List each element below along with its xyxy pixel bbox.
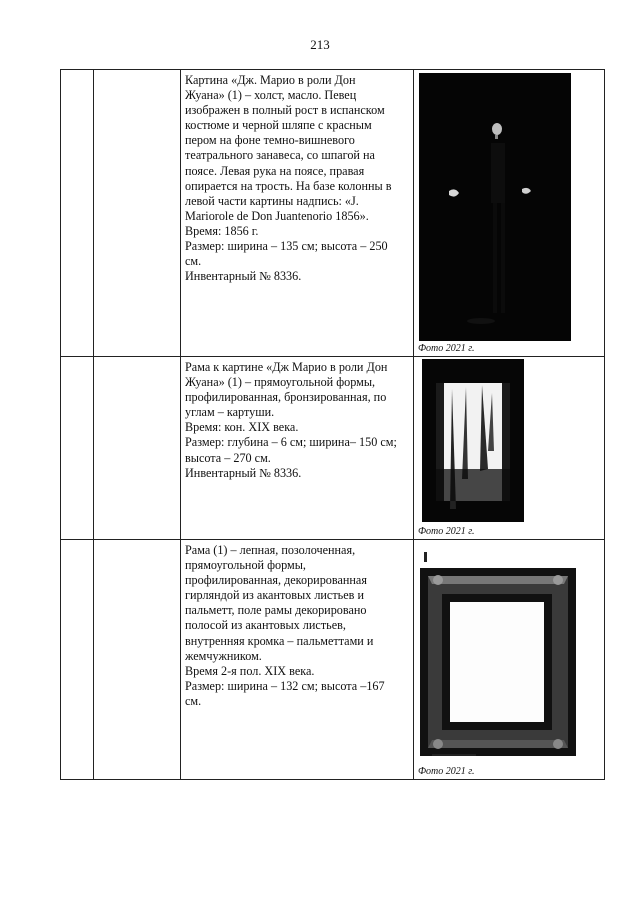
description-cell (181, 357, 414, 540)
painting-photo-image (419, 73, 571, 341)
description-cell (181, 540, 414, 780)
index-cell (61, 357, 94, 540)
table-row (61, 357, 605, 540)
ornate-frame-photo (418, 550, 578, 762)
frame-photo (422, 359, 524, 522)
number-cell (94, 540, 181, 780)
painting-photo (419, 73, 571, 341)
index-cell (61, 540, 94, 780)
photo-cell (414, 357, 605, 540)
photo-caption: Фото 2021 г. (418, 343, 475, 354)
item-description: Рама к картине «Дж Марио в роли Дон Жуана» (1) – прямоугольной формы, профилированная, бронзированная, по углам – картуши. Время: кон. XIX века. Размер: глубина – 6 см; ширина– 150 см; высота – 270 см. Инвентарный № 8336. (185, 360, 397, 480)
inventory-table (60, 69, 605, 780)
number-cell (94, 70, 181, 357)
page-number: 213 (310, 37, 330, 52)
description-cell (181, 70, 414, 357)
photo-caption: Фото 2021 г. (418, 526, 475, 537)
frame-photo-image (422, 359, 524, 522)
photo-cell (414, 540, 605, 780)
photo-cell (414, 70, 605, 357)
table-row (61, 70, 605, 357)
index-cell (61, 70, 94, 357)
number-cell (94, 357, 181, 540)
item-description: Рама (1) – лепная, позолоченная, прямоугольной формы, профилированная, декорированная гирляндой из акантовых листьев и пальметт, поле рамы декорировано полосой из акантовых листьев, внутренняя кромка – пальметтами и жемчужником. Время 2-я пол. XIX века. Размер: ширина – 132 см; высота –167 см. (185, 543, 385, 708)
table-row (61, 540, 605, 780)
item-description: Картина «Дж. Марио в роли Дон Жуана» (1) – холст, масло. Певец изображен в полный рост в испанском костюме и черной шляпе с красным пером на фоне темно-вишневого театрального занавеса, со шпагой на поясе. Левая рука на поясе, правая опирается на трость. На базе колонны в левой части картины надпись: «J. Mariorole de Don Juantenorio 1856». Время: 1856 г. Размер: ширина – 135 см; высота – 250 см. Инвентарный № 8336. (185, 73, 392, 284)
photo-caption: Фото 2021 г. (418, 766, 475, 777)
ornate-frame-photo-image (418, 550, 578, 762)
